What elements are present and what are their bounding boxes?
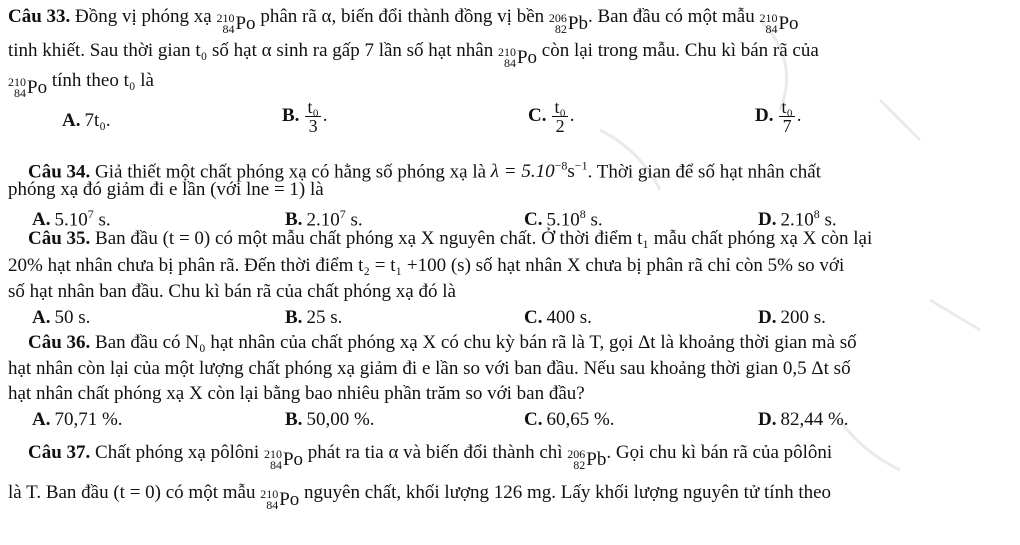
- q33-text-4: tinh khiết. Sau thời gian t₀ số hạt α sinh ra gấp 7 lần số hạt nhân: [8, 40, 494, 61]
- question-36-line-2: [8, 356, 851, 382]
- q33-text-6: tính theo t₀ là: [51, 70, 154, 91]
- question-34-line-2: [8, 177, 324, 203]
- q35-option-b[interactable]: B. 25 s.: [285, 307, 343, 328]
- question-33-line-3: [8, 68, 154, 101]
- q37-text-1: Chất phóng xạ pôlôni: [95, 442, 260, 463]
- q36-option-c[interactable]: C. 60,65 %.: [524, 409, 615, 430]
- q33-option-a[interactable]: A. 7t₀.: [62, 110, 111, 131]
- q33-option-c[interactable]: C. $\frac{\text{t₀}}{2}$ .: [528, 97, 575, 136]
- q34-text-2: . Thời gian để số hạt nhân chất: [587, 161, 821, 183]
- po-210-nuclide-3: 210 84 Po: [497, 45, 538, 70]
- q36-option-b[interactable]: B. 50,00 %.: [285, 409, 375, 430]
- po-210-nuclide-2: 210 84 Po: [759, 11, 799, 36]
- q37-text-3: . Gọi chu kì bán rã của pôlôni: [606, 442, 833, 463]
- question-35-line-1: [28, 226, 872, 252]
- q35-option-c[interactable]: C. 400 s.: [524, 307, 592, 328]
- q35-option-a[interactable]: A. 50 s.: [32, 307, 91, 328]
- q35-text-2: 20% hạt nhân chưa bị phân rã. Đến thời điểm t₂ = t₁ +100 (s) số hạt nhân X chưa bị phân rã chỉ còn 5% so với: [8, 255, 845, 276]
- q34-option-b[interactable]: B. 2.10$^7$ s.: [285, 207, 363, 231]
- lambda-value: $\lambda = 5.10^{-8}s^{-1}$: [490, 159, 588, 183]
- q36-option-a[interactable]: A. 70,71 %.: [32, 409, 123, 430]
- q37-text-2: phát ra tia α và biến đổi thành chì: [307, 442, 563, 463]
- q35-text-1: Ban đầu (t = 0) có một mẫu chất phóng xạ X nguyên chất. Ở thời điểm t₁ mẫu chất phóng xạ X còn lại: [95, 228, 873, 249]
- question-33-line-2: [8, 38, 819, 71]
- q33-text-1: Đồng vị phóng xạ: [75, 6, 212, 27]
- question-36-line-3: [8, 381, 585, 407]
- q33-text-2: phân rã α, biến đổi thành đồng vị bền: [260, 6, 545, 27]
- question-36-line-1: [28, 330, 857, 356]
- q33-option-b[interactable]: B. $\frac{\text{t₀}}{3}$ .: [282, 97, 328, 136]
- q36-option-d[interactable]: D. 82,44 %.: [758, 409, 849, 430]
- q35-text-3: số hạt nhân ban đầu. Chu kì bán rã của chất phóng xạ đó là: [8, 281, 456, 302]
- question-37-label: Câu 37.: [28, 442, 91, 463]
- q34-option-c[interactable]: C. 5.10$^8$ s.: [524, 207, 603, 231]
- question-34-label: Câu 34.: [28, 161, 91, 183]
- q34-option-d[interactable]: D. 2.10$^8$ s.: [758, 207, 837, 231]
- q37-text-4: là T. Ban đầu (t = 0) có một mẫu: [8, 482, 256, 503]
- q34-option-a[interactable]: A. 5.10$^7$ s.: [32, 207, 111, 231]
- q34-text-3: phóng xạ đó giảm đi e lần (với lne = 1) là: [8, 179, 324, 200]
- question-33-line-1: [8, 4, 799, 37]
- q35-option-d[interactable]: D. 200 s.: [758, 307, 826, 328]
- q33-text-5: còn lại trong mẫu. Chu kì bán rã của: [541, 40, 819, 61]
- q33-option-d[interactable]: D. $\frac{\text{t₀}}{7}$ .: [755, 97, 802, 136]
- question-33-label: Câu 33.: [8, 6, 71, 27]
- q36-text-2: hạt nhân còn lại của một lượng chất phóng xạ giảm đi e lần so với ban đầu. Nếu sau khoảng thời gian 0,5 Δt số: [8, 358, 851, 379]
- po-210-nuclide-6: 210 84 Po: [260, 487, 300, 512]
- question-37-line-2: [8, 480, 831, 513]
- po-210-nuclide-5: 210 84 Po: [263, 447, 304, 472]
- pb-206-nuclide-2: 206 82 Pb: [567, 447, 607, 472]
- pb-206-nuclide: 206 82 Pb: [548, 11, 588, 36]
- question-35-label: Câu 35.: [28, 228, 91, 249]
- q33-text-3: . Ban đầu có một mẫu: [587, 6, 755, 27]
- question-36-label: Câu 36.: [28, 332, 91, 353]
- question-35-line-2: [8, 253, 844, 279]
- q36-text-1: Ban đầu có N₀ hạt nhân của chất phóng xạ X có chu kỳ bán rã là T, gọi Δt là khoảng thời gian mà số: [95, 332, 857, 353]
- po-210-nuclide-4: 210 84 Po: [8, 75, 48, 100]
- question-35-line-3: [8, 279, 456, 305]
- question-37-line-1: [28, 440, 832, 473]
- q37-text-5: nguyên chất, khối lượng 126 mg. Lấy khối lượng nguyên tử tính theo: [304, 482, 832, 503]
- q34-text-1: Giả thiết một chất phóng xạ có hằng số phóng xạ là: [95, 161, 487, 183]
- q36-text-3: hạt nhân chất phóng xạ X còn lại bằng bao nhiêu phần trăm so với ban đầu?: [8, 383, 585, 404]
- po-210-nuclide: 210 84 Po: [216, 11, 256, 36]
